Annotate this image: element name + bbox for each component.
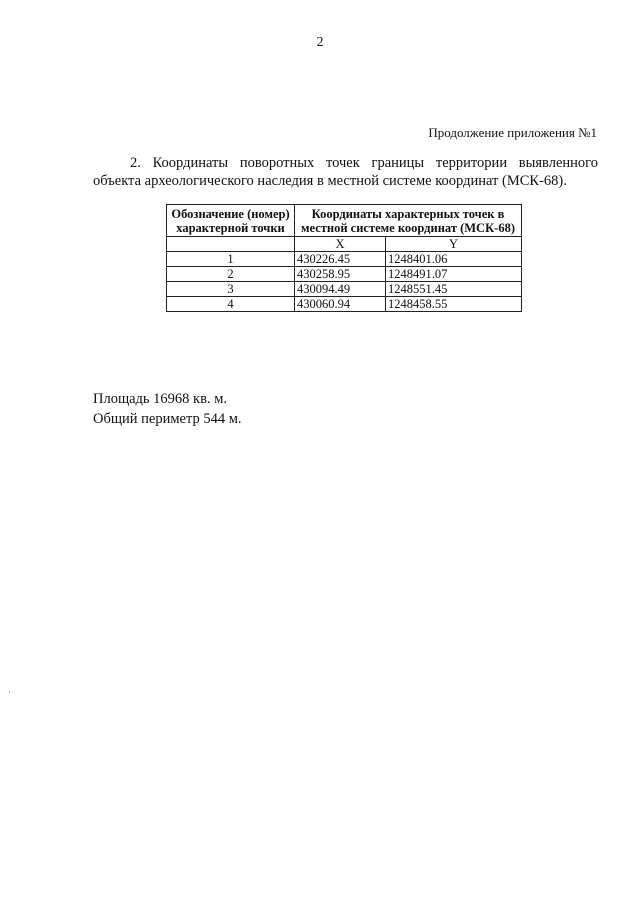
table-row <box>167 297 522 312</box>
coordinates-table <box>166 204 522 312</box>
point-number: 1 <box>167 252 295 267</box>
table-row <box>167 267 522 282</box>
coord-y: 1248401.06 <box>386 252 522 267</box>
point-number: 3 <box>167 282 295 297</box>
summary-block <box>93 389 242 429</box>
coord-x: 430060.94 <box>295 297 386 312</box>
appendix-note: Продолжение приложения №1 <box>428 125 597 140</box>
coord-y: 1248551.45 <box>386 282 522 297</box>
perimeter-text: Общий периметр 544 м. <box>93 411 242 427</box>
point-number: 2 <box>167 267 295 282</box>
header-x: X <box>295 237 386 252</box>
header-coordinates: Координаты характерных точек в местной системе координат (МСК-68) <box>295 205 522 237</box>
intro-paragraph: 2. Координаты поворотных точек границы территории выявленного объекта археологического наследия в местной системе координат (МСК-68). <box>93 155 598 189</box>
point-number: 4 <box>167 297 295 312</box>
table-row <box>167 282 522 297</box>
coord-y: 1248491.07 <box>386 267 522 282</box>
table-header-row <box>167 205 522 237</box>
coord-y: 1248458.55 <box>386 297 522 312</box>
table-row <box>167 252 522 267</box>
scan-margin-mark <box>9 690 10 693</box>
header-y: Y <box>386 237 522 252</box>
coord-x: 430258.95 <box>295 267 386 282</box>
area-text: Площадь 16968 кв. м. <box>93 391 227 407</box>
coord-x: 430226.45 <box>295 252 386 267</box>
coord-x: 430094.49 <box>295 282 386 297</box>
header-point-designation: Обозначение (номер) характерной точки <box>167 205 295 237</box>
page-number: 2 <box>316 35 324 50</box>
axis-row-empty-cell <box>167 237 295 252</box>
table-axis-row <box>167 237 522 252</box>
